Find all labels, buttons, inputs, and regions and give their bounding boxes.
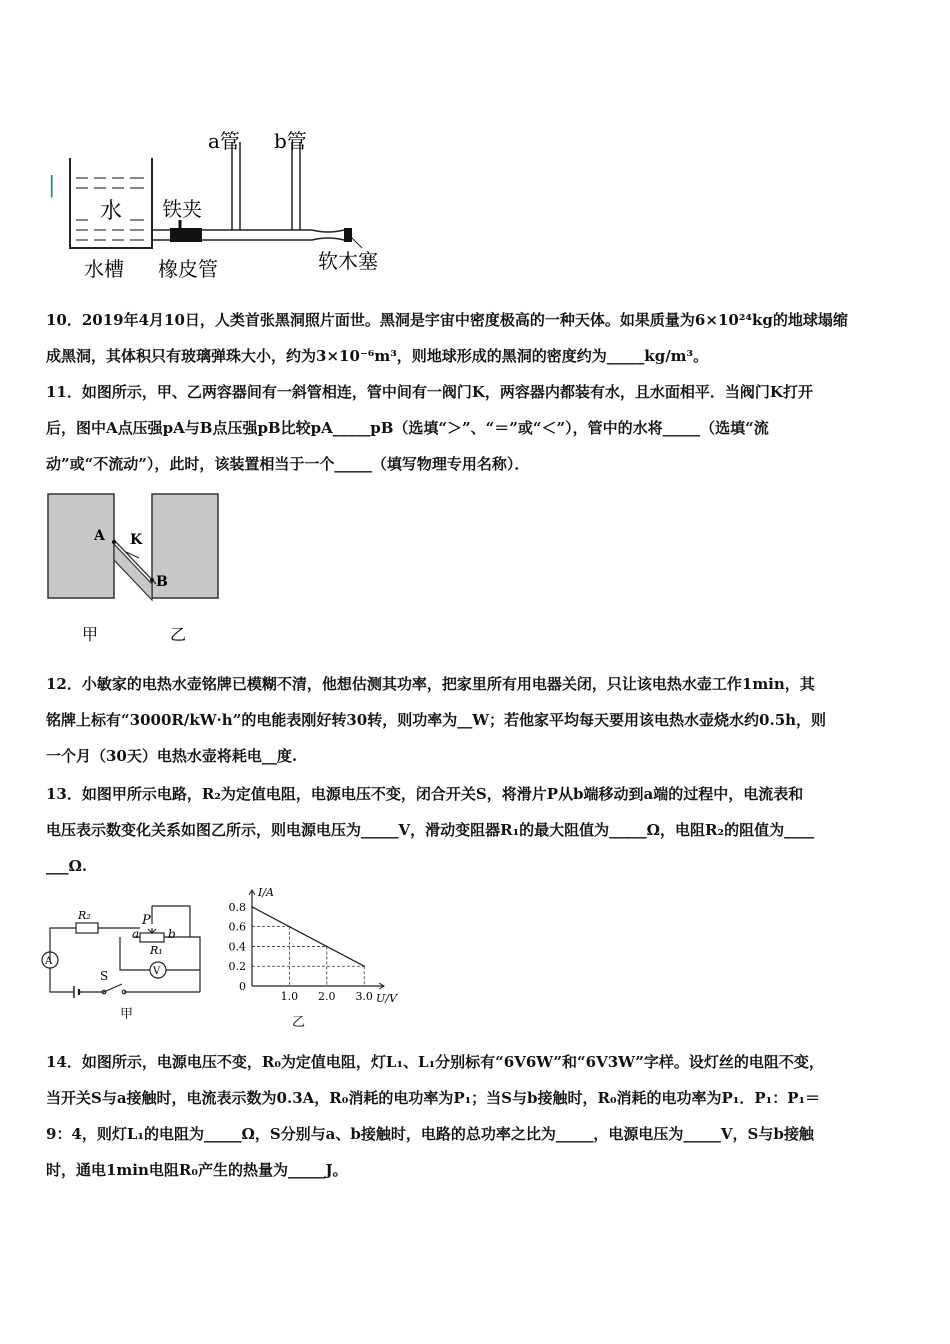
y-tick-label: 0.2 — [228, 960, 246, 974]
tank-apparatus-figure — [40, 120, 420, 290]
data-point — [363, 965, 365, 967]
x-tick-label: 2.0 — [318, 990, 336, 1003]
r2-label: R₂ — [78, 909, 91, 922]
data-point — [251, 906, 253, 908]
resistor-r2 — [76, 923, 98, 933]
iu-series-line — [252, 907, 364, 966]
rubber-tube-label: 橡皮管 — [158, 257, 218, 281]
question-12-line: 铭牌上标有“3000R/kW·h”的电能表刚好转30转，则功率为__W；若他家平均每天要用该电热水壶烧水约0.5h，则 — [46, 711, 827, 729]
circuit-caption: 甲 — [120, 1007, 134, 1022]
container-jia-label: 甲 — [82, 625, 99, 644]
water-label: 水 — [100, 199, 123, 224]
y-tick-label: 0.4 — [228, 940, 246, 954]
switch-s-label: S — [100, 969, 109, 983]
point-a-label: A — [94, 528, 105, 544]
question-10-line: 10．2019年4月10日，人类首张黑洞照片面世。黑洞是宇宙中密度极高的一种天体。如果质量为6×10²⁴kg的地球塌缩 — [46, 311, 848, 329]
question-13-line: ___Ω. — [46, 857, 88, 875]
chart-caption: 乙 — [292, 1015, 306, 1030]
x-axis-label: U/V — [376, 992, 397, 1005]
slider-p-label: P — [142, 913, 151, 928]
edge-mark: | — [48, 173, 56, 198]
voltmeter-label: V — [153, 966, 161, 977]
question-14-line: 当开关S与a接触时，电流表示数为0.3A，R₀消耗的电功率为P₁；当S与b接触时，R₀消耗的电功率为P₁．P₁：P₁＝ — [46, 1089, 821, 1107]
ammeter-label: A — [45, 956, 53, 967]
question-12-line: 12．小敏家的电热水壶铭牌已模糊不清，他想估测其功率，把家里所有用电器关闭，只让该电热水壶工作1min，其 — [46, 675, 815, 693]
question-13 — [46, 776, 910, 884]
cork — [344, 228, 352, 242]
y-tick-label: 0.8 — [228, 900, 246, 914]
tube-a-label: a管 — [208, 129, 240, 153]
question-13-line: 13．如图甲所示电路，R₂为定值电阻，电源电压不变，闭合开关S，将滑片P从b端移动到a端的过程中，电流表和 — [46, 785, 804, 803]
valve-k-label: K — [130, 532, 143, 548]
y-axis-label: I/A — [258, 886, 274, 899]
question-14-line: 时，通电1min电阻R₀产生的热量为_____J。 — [46, 1161, 348, 1179]
question-13-line: 电压表示数变化关系如图乙所示，则电源电压为_____V，滑动变阻器R₁的最大阻值为_____Ω，电阻R₂的阻值为____ — [46, 821, 815, 839]
data-point — [326, 946, 328, 948]
question-11-line: 后，图中A点压强pA与B点压强pB比较pA_____pB（选填“＞”、“＝”或“＜”），管中的水将_____（选填“流 — [46, 419, 769, 437]
slanted-tube — [114, 544, 152, 600]
iu-graph — [222, 884, 402, 1030]
circuit-diagram — [40, 900, 215, 1030]
question-14 — [46, 1044, 910, 1188]
end-b-label: b — [168, 927, 176, 941]
water-tank-label: 水槽 — [84, 257, 124, 281]
end-a-label: a — [132, 927, 140, 941]
container-yi-label: 乙 — [170, 625, 187, 644]
x-tick-label: 3.0 — [355, 990, 373, 1003]
question-11-line: 11．如图所示，甲、乙两容器间有一斜管相连，管中间有一阀门K，两容器内都装有水，且水面相平．当阀门K打开 — [46, 383, 813, 401]
question-11-line: 动”或“不流动”），此时，该装置相当于一个_____（填写物理专用名称）． — [46, 455, 530, 473]
rubber-tube — [170, 228, 202, 242]
point-b-label: B — [156, 574, 168, 590]
question-12 — [46, 666, 910, 774]
data-point — [289, 926, 291, 928]
question-11 — [46, 374, 910, 482]
iron-clamp-label: 铁夹 — [162, 197, 202, 221]
connected-containers-figure — [44, 488, 234, 648]
question-14-line: 14．如图所示，电源电压不变，R₀为定值电阻，灯L₁、L₁分别标有“6V6W”和“6V3W”字样。设灯丝的电阻不变， — [46, 1053, 824, 1071]
question-12-line: 一个月（30天）电热水壶将耗电__度. — [46, 747, 298, 765]
x-tick-label: 1.0 — [280, 990, 299, 1003]
y-tick-label: 0 — [239, 980, 246, 993]
cork-label: 软木塞 — [318, 249, 378, 273]
y-tick-label: 0.6 — [228, 920, 246, 934]
question-10-line: 成黑洞，其体积只有玻璃弹珠大小，约为3×10⁻⁶m³，则地球形成的黑洞的密度约为_____kg/m³。 — [46, 347, 709, 365]
question-14-line: 9：4，则灯L₁的电阻为_____Ω，S分别与a、b接触时，电路的总功率之比为_____，电源电压为_____V，S与b接触 — [46, 1125, 814, 1143]
rheostat-r1 — [140, 933, 164, 942]
tube-b-label: b管 — [274, 129, 307, 153]
question-10 — [46, 302, 910, 374]
r1-label: R₁ — [150, 944, 163, 957]
container-jia — [48, 494, 114, 598]
